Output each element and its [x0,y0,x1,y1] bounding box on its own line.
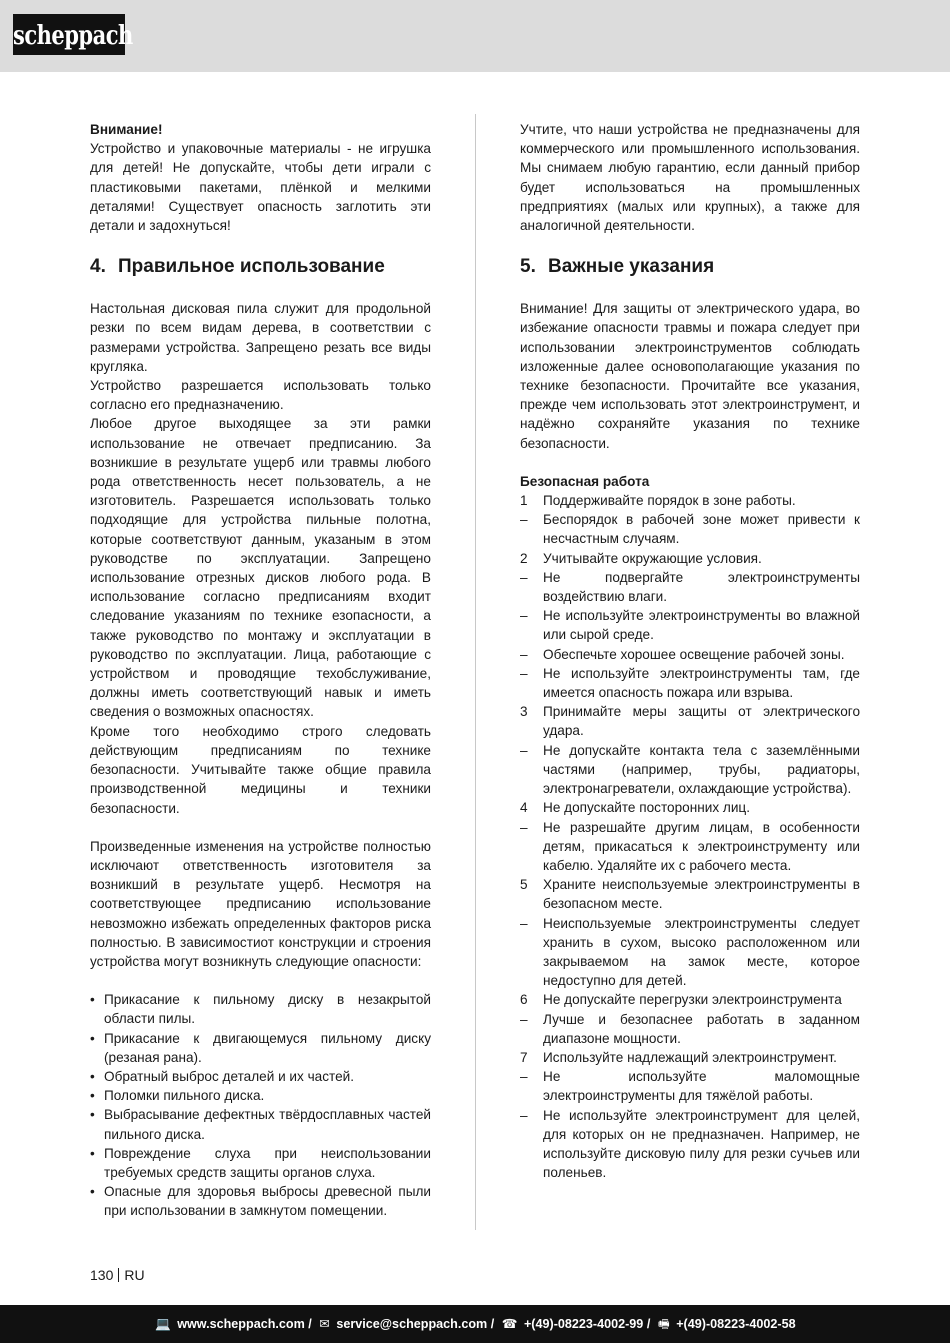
bullet-marker: • [90,1145,95,1161]
changes-paragraph: Произведенные изменения на устройстве полностью исключают ответственность изготовителя за возникший в результате ущерб. Несмотря на соответствующее предписанию использование невозможно избежать определенных факторов риска полностью. В зависимостиот конструкции и строения устройства могут возникнуть следующие опасности: [90,838,431,969]
list-item: – Обеспечьте хорошее освещение рабочей зоны. [520,645,860,664]
section-5-title: Важные указания [548,256,715,278]
list-item: – Беспорядок в рабочей зоне может привести к несчастным случаям. [520,510,860,548]
intended-use-paragraph: Устройство разрешается использовать только согласно его предназначению. [90,378,431,413]
warning-text: Устройство и упаковочные материалы - не игрушка для детей! Не допускайте, чтобы дети играли с пластиковыми пакетами, плёнкой и мелкими деталями! Существует опасность заглотить эти детали и задохнуться! [90,141,431,234]
page-number-value: 130 [90,1267,114,1283]
list-item: – Лучше и безопаснее работать в заданном диапазоне мощности. [520,1010,860,1048]
list-marker: – [520,512,528,528]
right-column [520,120,860,1182]
bullet-marker: • [90,992,95,1008]
header-band [0,0,950,72]
list-item: – Не используйте электроинструменты там, где имеется опасность пожара или взрыва. [520,664,860,702]
section-4-number: 4. [90,256,106,278]
section-5-heading [520,255,860,279]
footer-band [0,1305,950,1343]
phone-icon: ☎ [501,1317,518,1331]
list-item: – Неиспользуемые электроинструменты следует хранить в сухом, высоко расположенном или закрываемом на замок месте, которое недоступно для детей. [520,914,860,991]
list-item: • Выбрасывание дефектных твёрдосплавных частей пильного диска. [90,1107,431,1142]
list-marker: – [520,646,528,662]
footer-website-link[interactable]: www.scheppach.com / [177,1317,312,1331]
page-number-separator [118,1268,119,1282]
footer-contacts [155,1305,796,1343]
bullet-marker: • [90,1088,95,1104]
bullet-marker: • [90,1107,95,1123]
list-marker: – [520,665,528,681]
list-item: 4 Не допускайте посторонних лиц. [520,798,860,817]
list-item: – Не разрешайте другим лицам, в особенности детям, прикасаться к электроинструменту или кабелю. Удаляйте их с рабочего места. [520,818,860,876]
column-divider [475,114,476,1230]
safe-work-list [520,491,860,1182]
intended-use-block [90,299,431,817]
list-marker: – [520,1069,528,1085]
list-marker: – [520,1011,528,1027]
list-item: • Опасные для здоровья выбросы древесной пыли при использовании в замкнутом помещении. [90,1184,431,1219]
section-4-heading [90,255,431,279]
list-marker: – [520,608,528,624]
list-marker: – [520,1107,528,1123]
intended-use-paragraph: Кроме того необходимо строго следовать действующим предписаниям по технике безопасности. Учитывайте также общие правила производственной медицины и техники безопасности. [90,723,431,816]
computer-icon: 💻 [155,1317,171,1331]
list-item: • Прикасание к двигающемуся пильному диску (резаная рана). [90,1030,431,1065]
list-marker: 4 [520,800,528,816]
fax-icon: 🖷 [657,1317,670,1331]
list-marker: 1 [520,493,528,509]
safe-work-title: Безопасная работа [520,473,650,489]
list-marker: 7 [520,1049,528,1065]
page-language: RU [124,1267,145,1283]
list-item: – Не допускайте контакта тела с заземлёнными частями (например, трубы, радиаторы, электронагреватели, охлаждающие устройства). [520,741,860,799]
bullet-marker: • [90,1068,95,1084]
left-column [90,120,431,1221]
list-marker: – [520,569,528,585]
list-marker: – [520,742,528,758]
footer-email-link[interactable]: service@scheppach.com / [336,1317,495,1331]
list-marker: – [520,819,528,835]
section-4-title: Правильное использование [118,256,385,278]
list-marker: 6 [520,992,528,1008]
important-warning-paragraph: Внимание! Для защиты от электрического удара, во избежание опасности травмы и пожара следует при использовании электроинструментов соблюдать изложенные далее основополагающие указания по технике безопасности. Прочитайте все указания, прежде чем использовать этот электроинструмент, и надёжно сохраняйте указания по технике безопасности. [520,301,860,451]
bullet-marker: • [90,1184,95,1200]
section-5-number: 5. [520,256,536,278]
list-item: • Повреждение слуха при неиспользовании требуемых средств защиты органов слуха. [90,1145,431,1180]
list-item: – Не используйте маломощные электроинструменты для тяжёлой работы. [520,1067,860,1105]
list-item: 7 Используйте надлежащий электроинструмент. [520,1048,860,1067]
list-item: • Поломки пильного диска. [90,1086,431,1105]
scheppach-logo: scheppach [13,14,125,55]
commercial-use-paragraph: Учтите, что наши устройства не предназначены для коммерческого или промышленного использования. Мы снимаем любую гарантию, если данный прибор будет использоваться на промышленных предприятиях (малых или крупных), а также для аналогичной деятельности. [520,122,860,234]
list-item: • Прикасание к пильному диску в незакрытой области пилы. [90,992,431,1027]
list-item: – Не используйте электроинструмент для целей, для которых он не предназначен. Например, не используйте дисковую пилу для резки сучьев или поленьев. [520,1106,860,1183]
footer-phone: +(49)-08223-4002-99 / [523,1317,651,1331]
hazards-list [90,990,431,1220]
list-marker: 2 [520,550,528,566]
mail-icon: ✉ [319,1317,330,1331]
page-number [90,1266,145,1284]
list-item: – Не подвергайте электроинструменты воздействию влаги. [520,568,860,606]
list-item: – Не используйте электроинструменты во влажной или сырой среде. [520,606,860,644]
list-item: 5 Храните неиспользуемые электроинструменты в безопасном месте. [520,875,860,913]
bullet-marker: • [90,1030,95,1046]
list-item: • Обратный выброс деталей и их частей. [90,1067,431,1086]
list-item: 3 Принимайте меры защиты от электрического удара. [520,702,860,740]
list-marker: 5 [520,877,528,893]
list-marker: 3 [520,704,528,720]
intended-use-paragraph: Любое другое выходящее за эти рамки использование не отвечает предписанию. За возникшие в результате ущерб или травмы любого рода ответственность несет пользователь, а не изготовитель. Разрешается использовать только подходящие для устройства пильные полотна, которые соответствуют данным, указаным в этом руководстве по эксплуатации. Запрещено использование отрезных дисков любого рода. В использование согласно предписаниям входит следование указаниям по технике езопасности, а также руководство по монтажу и эксплуатации в руководство по эксплуатации. Лица, работающие с устройством и проводящие техобслуживание, должны иметь соответствующий навык и иметь сведения о возможных опасностях. [90,416,431,720]
footer-fax: +(49)-08223-4002-58 [676,1317,796,1331]
list-item: 1 Поддерживайте порядок в зоне работы. [520,491,860,510]
list-marker: – [520,915,528,931]
list-item: 2 Учитывайте окружающие условия. [520,549,860,568]
warning-title: Внимание! [90,122,163,137]
list-item: 6 Не допускайте перегрузки электроинструмента [520,990,860,1009]
intended-use-paragraph: Настольная дисковая пила служит для продольной резки по всем видам дерева, в соответствии с размерами устройства. Запрещено резать все виды кругляка. [90,301,431,374]
